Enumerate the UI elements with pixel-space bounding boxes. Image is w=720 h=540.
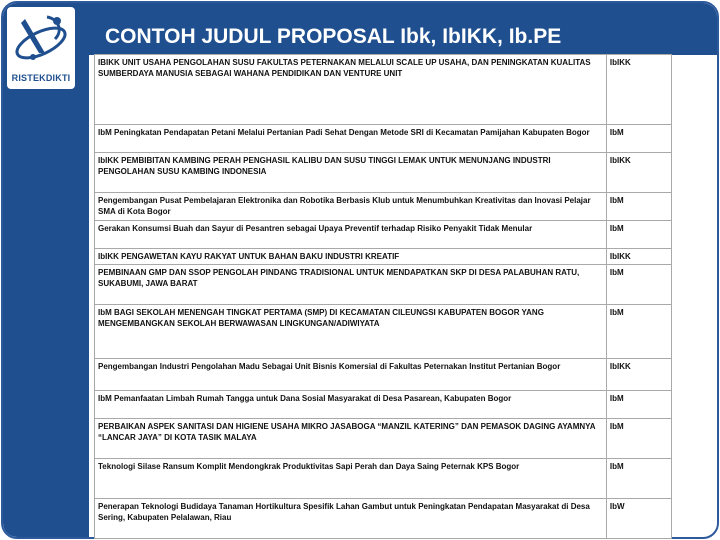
proposal-type-cell: IbIKK: [606, 359, 671, 391]
logo-text: RISTEKDIKTI: [11, 73, 71, 83]
proposal-title-cell: IbM BAGI SEKOLAH MENENGAH TINGKAT PERTAMA (SMP) DI KECAMATAN CILEUNGSI KABUPATEN BOGOR YANG MENGEMBANGKAN SEKOLAH BERWAWASAN LINGKUNGAN/ADIWIYATA: [95, 305, 607, 359]
proposal-type-cell: IbIKK: [606, 249, 671, 265]
proposal-title-cell: PERBAIKAN ASPEK SANITASI DAN HIGIENE USAHA MIKRO JASABOGA “MANZIL KATERING” DAN PEMASOK DAGING AYAMNYA “LANCAR JAYA” DI KOTA TASIK MALAYA: [95, 419, 607, 459]
table-row: [95, 193, 672, 221]
table-row: [95, 153, 672, 193]
sidebar: [3, 3, 89, 537]
proposal-type-cell: IbIKK: [606, 55, 671, 125]
proposal-table: [94, 54, 672, 539]
page-title: CONTOH JUDUL PROPOSAL Ibk, IbIKK, Ib.PE: [105, 25, 562, 48]
table-row: [95, 125, 672, 153]
proposal-title-cell: Pengembangan Industri Pengolahan Madu Sebagai Unit Bisnis Komersial di Fakultas Peternakan Institut Pertanian Bogor: [95, 359, 607, 391]
proposal-type-cell: IbW: [606, 499, 671, 539]
proposal-type-cell: IbM: [606, 391, 671, 419]
proposal-title-cell: IbIKK PENGAWETAN KAYU RAKYAT UNTUK BAHAN BAKU INDUSTRI KREATIF: [95, 249, 607, 265]
table-row: [95, 359, 672, 391]
logo: [7, 7, 75, 89]
proposal-title-cell: IbM Pemanfaatan Limbah Rumah Tangga untuk Dana Sosial Masyarakat di Desa Pasarean, Kabupaten Bogor: [95, 391, 607, 419]
table-row: [95, 305, 672, 359]
proposal-type-cell: IbM: [606, 305, 671, 359]
proposal-title-cell: Penerapan Teknologi Budidaya Tanaman Hortikultura Spesifik Lahan Gambut untuk Peningkatan Pendapatan Masyarakat di Desa Sering, Kabupaten Pelalawan, Riau: [95, 499, 607, 539]
proposal-title-cell: Teknologi Silase Ransum Komplit Mendongkrak Produktivitas Sapi Perah dan Daya Saing Peternak KPS Bogor: [95, 459, 607, 499]
title-bar: [89, 3, 719, 55]
table-row: [95, 221, 672, 249]
table-row: [95, 265, 672, 305]
proposal-type-cell: IbM: [606, 221, 671, 249]
ristekdikti-logo-icon: [11, 9, 71, 71]
proposal-type-cell: IbM: [606, 459, 671, 499]
proposal-title-cell: IbIKK PEMBIBITAN KAMBING PERAH PENGHASIL KALIBU DAN SUSU TINGGI LEMAK UNTUK MENUNJANG INDUSTRI PENGOLAHAN SUSU KAMBING INDONESIA: [95, 153, 607, 193]
proposal-type-cell: IbIKK: [606, 153, 671, 193]
proposal-title-cell: PEMBINAAN GMP DAN SSOP PENGOLAH PINDANG TRADISIONAL UNTUK MENDAPATKAN SKP DI DESA PALABUHAN RATU, SUKABUMI, JAWA BARAT: [95, 265, 607, 305]
table-row: [95, 419, 672, 459]
proposal-type-cell: IbM: [606, 125, 671, 153]
proposal-type-cell: IbM: [606, 193, 671, 221]
table-row: [95, 459, 672, 499]
proposal-title-cell: IbM Peningkatan Pendapatan Petani Melalui Pertanian Padi Sehat Dengan Metode SRI di Kecamatan Pamijahan Kabupaten Bogor: [95, 125, 607, 153]
proposal-title-cell: Gerakan Konsumsi Buah dan Sayur di Pesantren sebagai Upaya Preventif terhadap Risiko Penyakit Tidak Menular: [95, 221, 607, 249]
proposal-table-container: [94, 54, 672, 539]
proposal-title-cell: Pengembangan Pusat Pembelajaran Elektronika dan Robotika Berbasis Klub untuk Menumbuhkan Kreativitas dan Inovasi Pelajar SMA di Kota Bogor: [95, 193, 607, 221]
table-row: [95, 499, 672, 539]
table-row: [95, 391, 672, 419]
proposal-type-cell: IbM: [606, 265, 671, 305]
proposal-title-cell: IBIKK UNIT USAHA PENGOLAHAN SUSU FAKULTAS PETERNAKAN MELALUI SCALE UP USAHA, DAN PENINGKATAN KUALITAS SUMBERDAYA MANUSIA SEBAGAI WAHANA PENDIDIKAN DAN VENTURE UNIT: [95, 55, 607, 125]
table-row: [95, 55, 672, 125]
proposal-type-cell: IbM: [606, 419, 671, 459]
table-row: [95, 249, 672, 265]
